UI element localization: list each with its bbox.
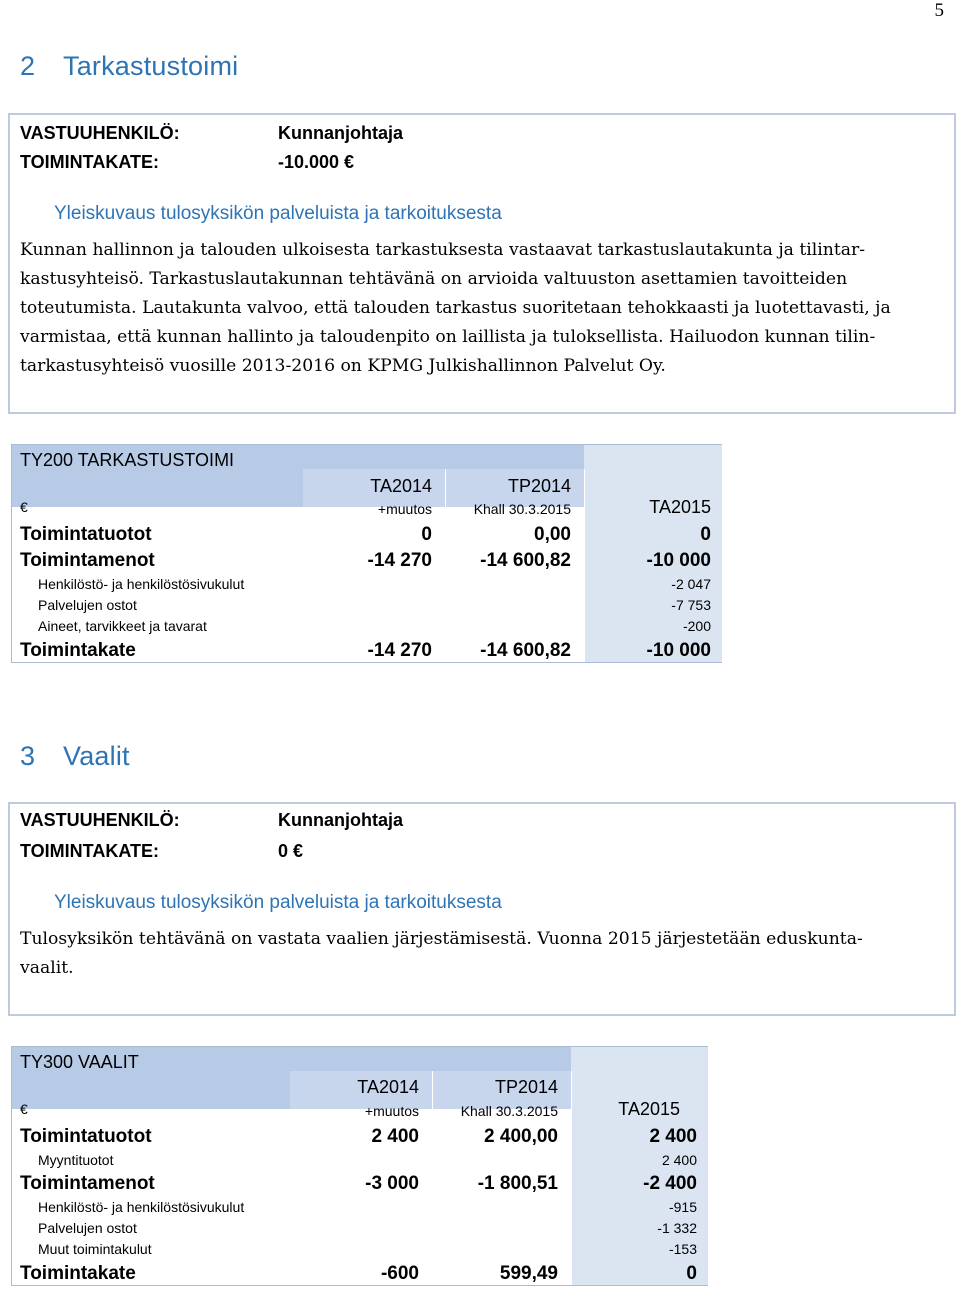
margin-value: 0 € [278, 841, 304, 861]
table-row-label: Myyntituotot [38, 1152, 114, 1168]
table-row-label: Muut toimintakulut [38, 1241, 152, 1257]
responsible-value: Kunnanjohtaja [278, 810, 403, 830]
col-ta2015-header: TA2015 [618, 1099, 680, 1119]
col-ta2014-header: TA2014 [357, 1077, 419, 1097]
table-cell: 0 [700, 524, 711, 545]
responsible-label: VASTUUHENKILÖ: [20, 123, 180, 143]
section-number: 2 [20, 51, 36, 81]
overview-paragraph [20, 236, 945, 381]
section-info-box [8, 802, 956, 1016]
table-cell: -153 [668, 1241, 697, 1257]
table-cell: -10 000 [646, 640, 711, 661]
table-cell: -1 332 [657, 1220, 697, 1236]
table-cell: -2 400 [643, 1173, 697, 1194]
table-row-label: Toimintatuotot [20, 1126, 152, 1147]
overview-paragraph [20, 925, 945, 983]
margin-value: -10.000 € [278, 152, 355, 172]
budget-table-ty200 [11, 444, 722, 663]
table-cell: -14 600,82 [480, 550, 571, 571]
currency-label: € [20, 499, 28, 515]
paragraph-line: kastusyhteisö. Tarkastuslautakunnan tehtävänä on arvioida valtuuston asettamien tavoitteiden [20, 269, 848, 289]
table-cell: 0 [421, 524, 432, 545]
responsible-value: Kunnanjohtaja [278, 123, 403, 143]
section-title: Vaalit [63, 741, 130, 771]
table-cell: -7 753 [671, 597, 711, 613]
col-ta2014-header: TA2014 [370, 476, 432, 496]
table-row-label: Aineet, tarvikkeet ja tavarat [38, 618, 207, 634]
table-row-label: Palvelujen ostot [38, 597, 137, 613]
table-row-label: Palvelujen ostot [38, 1220, 137, 1236]
table-cell: 2 400 [371, 1126, 419, 1147]
col-tp2014-subheader: Khall 30.3.2015 [460, 1103, 558, 1119]
table-row-label: Toimintamenot [20, 1173, 155, 1194]
column-divider [571, 1071, 572, 1285]
section-heading-vaalit [20, 741, 130, 772]
section-info-box [8, 113, 956, 414]
table-row-label: Toimintakate [20, 1263, 136, 1284]
table-row-label: Toimintakate [20, 640, 136, 661]
table-cell: -14 270 [367, 550, 432, 571]
margin-label: TOIMINTAKATE: [20, 841, 159, 861]
paragraph-line: vaalit. [20, 958, 74, 978]
page-number: 5 [934, 0, 944, 21]
responsible-label: VASTUUHENKILÖ: [20, 810, 180, 830]
budget-table-ty300 [11, 1046, 708, 1286]
table-row-label: Toimintamenot [20, 550, 155, 571]
paragraph-line: Kunnan hallinnon ja talouden ulkoisesta tarkastuksesta vastaavat tarkastuslautakunta ja tilintar- [20, 240, 865, 260]
col-tp2014-header: TP2014 [494, 1077, 558, 1097]
table-cell: -200 [682, 618, 711, 634]
col-tp2014-subheader: Khall 30.3.2015 [473, 501, 571, 517]
table-cell: -1 800,51 [477, 1173, 558, 1194]
paragraph-line: varmistaa, että kunnan hallinto ja taloudenpito on laillista ja tuloksellista. Hailuodon kunnan tilin- [20, 327, 876, 347]
currency-label: € [20, 1101, 28, 1117]
table-title: TY200 TARKASTUSTOIMI [20, 450, 235, 470]
table-row-label: Henkilöstö- ja henkilöstösivukulut [38, 1199, 245, 1215]
table-cell: 0,00 [534, 524, 571, 545]
table-row-label: Toimintatuotot [20, 524, 152, 545]
table-cell: 0 [686, 1263, 697, 1284]
table-cell: 2 400 [649, 1126, 697, 1147]
col-ta2014-subheader: +muutos [364, 1103, 419, 1119]
table-cell: -14 270 [367, 640, 432, 661]
paragraph-line: tarkastusyhteisö vuosille 2013-2016 on KPMG Julkishallinnon Palvelut Oy. [20, 356, 666, 376]
overview-heading: Yleiskuvaus tulosyksikön palveluista ja tarkoituksesta [54, 203, 502, 224]
col-ta2015-header: TA2015 [649, 497, 711, 517]
column-divider [584, 469, 585, 662]
table-row-label: Henkilöstö- ja henkilöstösivukulut [38, 576, 245, 592]
table-cell: -915 [668, 1199, 697, 1215]
margin-label: TOIMINTAKATE: [20, 152, 159, 172]
paragraph-line: Tulosyksikön tehtävänä on vastata vaalien järjestämisestä. Vuonna 2015 järjestetään eduskunta- [20, 929, 863, 949]
overview-heading: Yleiskuvaus tulosyksikön palveluista ja tarkoituksesta [54, 892, 502, 913]
col-tp2014-header: TP2014 [507, 476, 571, 496]
column-divider [445, 469, 446, 662]
table-cell: -10 000 [646, 550, 711, 571]
column-divider [432, 1071, 433, 1285]
table-title: TY300 VAALIT [20, 1052, 139, 1072]
table-cell: 2 400 [661, 1152, 697, 1168]
section-heading-tarkastustoimi [20, 51, 238, 82]
paragraph-line: toteutumista. Lautakunta valvoo, että talouden tarkastus suoritetaan tehokkaasti ja luotettavasti, ja [20, 298, 891, 318]
table-cell: -3 000 [365, 1173, 419, 1194]
col-ta2014-subheader: +muutos [377, 501, 432, 517]
table-cell: -600 [380, 1263, 419, 1284]
table-cell: 599,49 [499, 1263, 558, 1284]
table-cell: -14 600,82 [480, 640, 571, 661]
table-cell: 2 400,00 [484, 1126, 558, 1147]
table-cell: -2 047 [671, 576, 711, 592]
section-title: Tarkastustoimi [63, 51, 239, 81]
section-number: 3 [20, 741, 36, 771]
